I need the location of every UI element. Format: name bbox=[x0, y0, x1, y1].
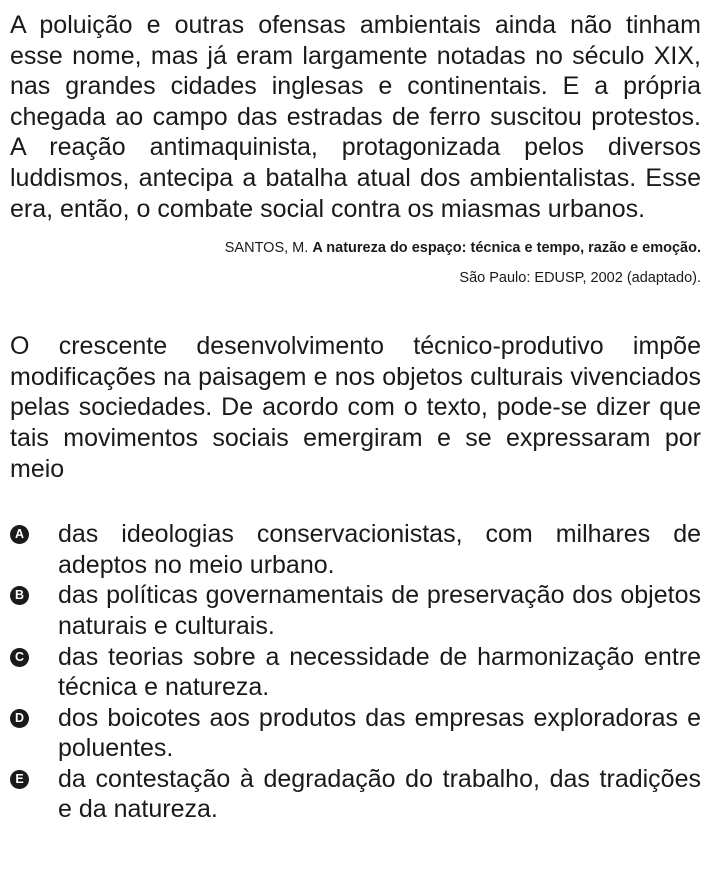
source-citation bbox=[10, 233, 701, 293]
option-text: dos boicotes aos produtos das empresas exploradoras e poluentes. bbox=[58, 703, 701, 763]
source-author: SANTOS, M. bbox=[224, 240, 309, 257]
option-e[interactable] bbox=[10, 764, 701, 825]
option-text: das ideologias conservacionistas, com milhares de adeptos no meio urbano. bbox=[58, 520, 701, 579]
source-title: A natureza do espaço: técnica e tempo, razão e emoção. bbox=[312, 240, 701, 257]
option-letter-badge: E bbox=[10, 770, 29, 789]
option-letter-badge: A bbox=[10, 525, 29, 544]
option-b[interactable] bbox=[10, 580, 701, 641]
option-letter-badge: D bbox=[10, 709, 29, 728]
source-publication: São Paulo: EDUSP, 2002 (adaptado). bbox=[459, 270, 701, 287]
answer-options bbox=[10, 519, 701, 825]
question-stem: O crescente desenvolvimento técnico-produtivo impõe modificações na paisagem e nos objetos culturais vivenciados pelas sociedades. De acordo com o texto, pode-se dizer que tais movimentos sociais emergiram e se expressaram por meio bbox=[10, 332, 701, 483]
option-letter-badge: C bbox=[10, 648, 29, 667]
passage-text: A poluição e outras ofensas ambientais ainda não tinham esse nome, mas já eram largamente notadas no século XIX, nas grandes cidades inglesas e continentais. E a própria chegada ao campo das estradas de ferro suscitou protestos. A reação antimaquinista, protagonizada pelos diversos luddismos, antecipa a batalha atual dos ambientalistas. Esse era, então, o combate social contra os miasmas urbanos. bbox=[10, 11, 701, 223]
option-text: das políticas governamentais de preservação dos objetos naturais e culturais. bbox=[58, 581, 701, 640]
option-a[interactable] bbox=[10, 519, 701, 580]
option-text: da contestação à degradação do trabalho, das tradições e da natureza. bbox=[58, 764, 701, 824]
option-c[interactable] bbox=[10, 642, 701, 703]
option-d[interactable] bbox=[10, 703, 701, 764]
source-line-1 bbox=[10, 233, 701, 263]
option-text: das teorias sobre a necessidade de harmonização entre técnica e natureza. bbox=[58, 642, 701, 702]
option-letter-badge: B bbox=[10, 586, 29, 605]
